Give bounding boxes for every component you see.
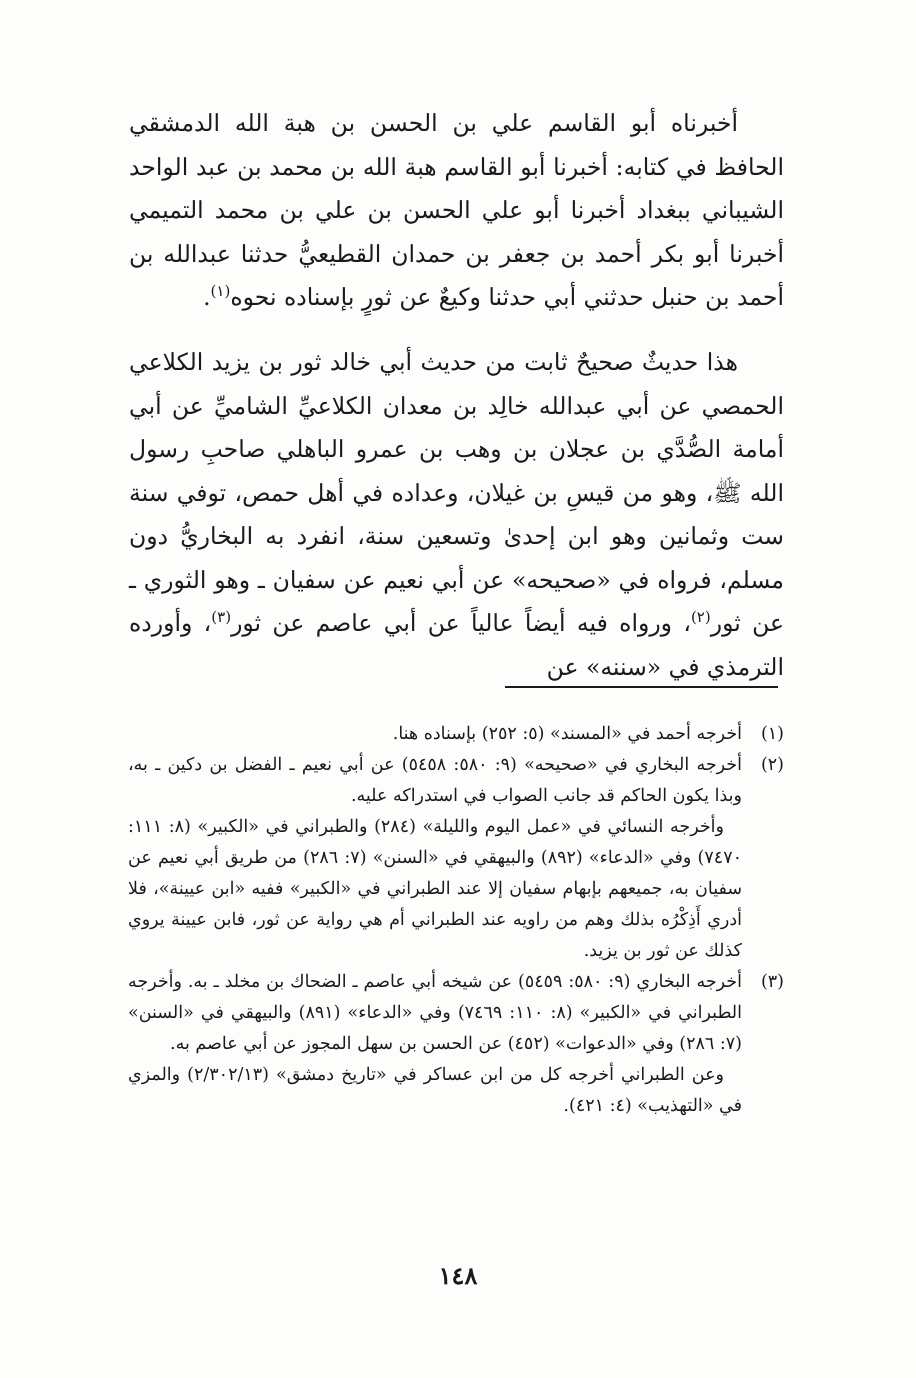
footnote-text: أخرجه البخاري (٩: ٥٨٠: ٥٤٥٩) عن شيخه أبي عاصم ـ الضحاك بن مخلد ـ به. وأخرجه الطبراني في «الكبير» (٨: ١١٠: ٧٤٦٩) وفي «الدعاء» (٨٩١) والبيهقي في «السنن» (٧: ٢٨٦) وفي «الدعوات» (٤٥٢) عن الحسن بن سهل المجوز عن أبي عاصم به. [128,972,742,1054]
footnote-2 [128,750,784,967]
body-paragraph-2 [129,341,784,689]
footnote-number: (٣) [760,972,784,992]
footnote-ref-2[interactable]: (٢) [690,608,711,626]
paragraph-2-text-b: ، ورواه فيه أيضاً عالياً عن أبي عاصم عن ثور [231,609,691,637]
paragraph-2-text-c: ، وأورده الترمذي في «سننه» عن [129,609,784,681]
footnote-separator [505,686,778,688]
footnote-1 [128,719,784,750]
footnote-text: وعن الطبراني أخرجه كل من ابن عساكر في «تاريخ دمشق» (٢/٣٠٢/١٣) والمزي في «التهذيب» (٤: ٤٢١). [128,1065,742,1116]
footnote-3 [128,967,784,1122]
footnote-text: أخرجه أحمد في «المسند» (٥: ٢٥٢) بإسناده هنا. [392,724,742,744]
body-paragraph-1 [129,102,784,320]
paragraph-1-text: أخبرناه أبو القاسم علي بن الحسن بن هبة الله الدمشقي الحافظ في كتابه: أخبرنا أبو القاسم هبة الله بن محمد بن عبد الواحد الشيباني ببغداد أخبرنا أبو علي الحسن بن علي بن محمد التميمي أخبرنا أبو بكر أحمد بن جعفر بن حمدان القطيعيُّ حدثنا عبدالله بن أحمد بن حنبل حدثني أبي حدثنا وكيعٌ عن ثورٍ بإسناده نحوه [129,109,784,311]
footnote-ref-1[interactable]: (١) [210,282,231,300]
footnote-text: وأخرجه النسائي في «عمل اليوم والليلة» (٢٨٤) والطبراني في «الكبير» (٨: ١١١: ٧٤٧٠) وفي «الدعاء» (٨٩٢) والبيهقي في «السنن» (٧: ٢٨٦) من طريق أبي نعيم عن سفيان به، جميعهم بإبهام سفيان إلا عند الطبراني في «الكبير» ففيه «ابن عيينة»، فلا أدري أَذِكْرُه بذلك وهم من راويه عند الطبراني أم هي رواية عن ثور، فابن عيينة يروي كذلك عن ثور بن يزيد. [128,817,742,961]
footnote-text: أخرجه البخاري في «صحيحه» (٩: ٥٨٠: ٥٤٥٨) عن أبي نعيم ـ الفضل بن دكين ـ به، وبذا يكون الحاكم قد جانب الصواب في استدراكه عليه. [128,755,742,806]
footnote-ref-3[interactable]: (٣) [211,608,232,626]
page-number: ١٤٨ [438,1261,478,1290]
footnote-number: (٢) [760,755,784,775]
paragraph-2-text-a: هذا حديثٌ صحيحٌ ثابت من حديث أبي خالد ثور بن يزيد الكلاعي الحمصي عن أبي عبدالله خالِد بن معدان الكلاعيِّ الشاميِّ عن أبي أمامة الصُّدَّي بن عجلان بن وهب بن عمرو الباهلي صاحبِ رسول الله ﷺ، وهو من قيسِ بن غيلان، وعداده في أهل حمص، توفي سنة ست وثمانين وهو ابن إحدىٰ وتسعين سنة، انفرد به البخاريُّ دون مسلم، فرواه في «صحيحه» عن أبي نعيم عن سفيان ـ وهو الثوري ـ عن ثور [129,348,784,637]
footnote-number: (١) [760,724,784,744]
paragraph-1-end: . [203,283,211,311]
footnotes-section [128,719,784,1122]
